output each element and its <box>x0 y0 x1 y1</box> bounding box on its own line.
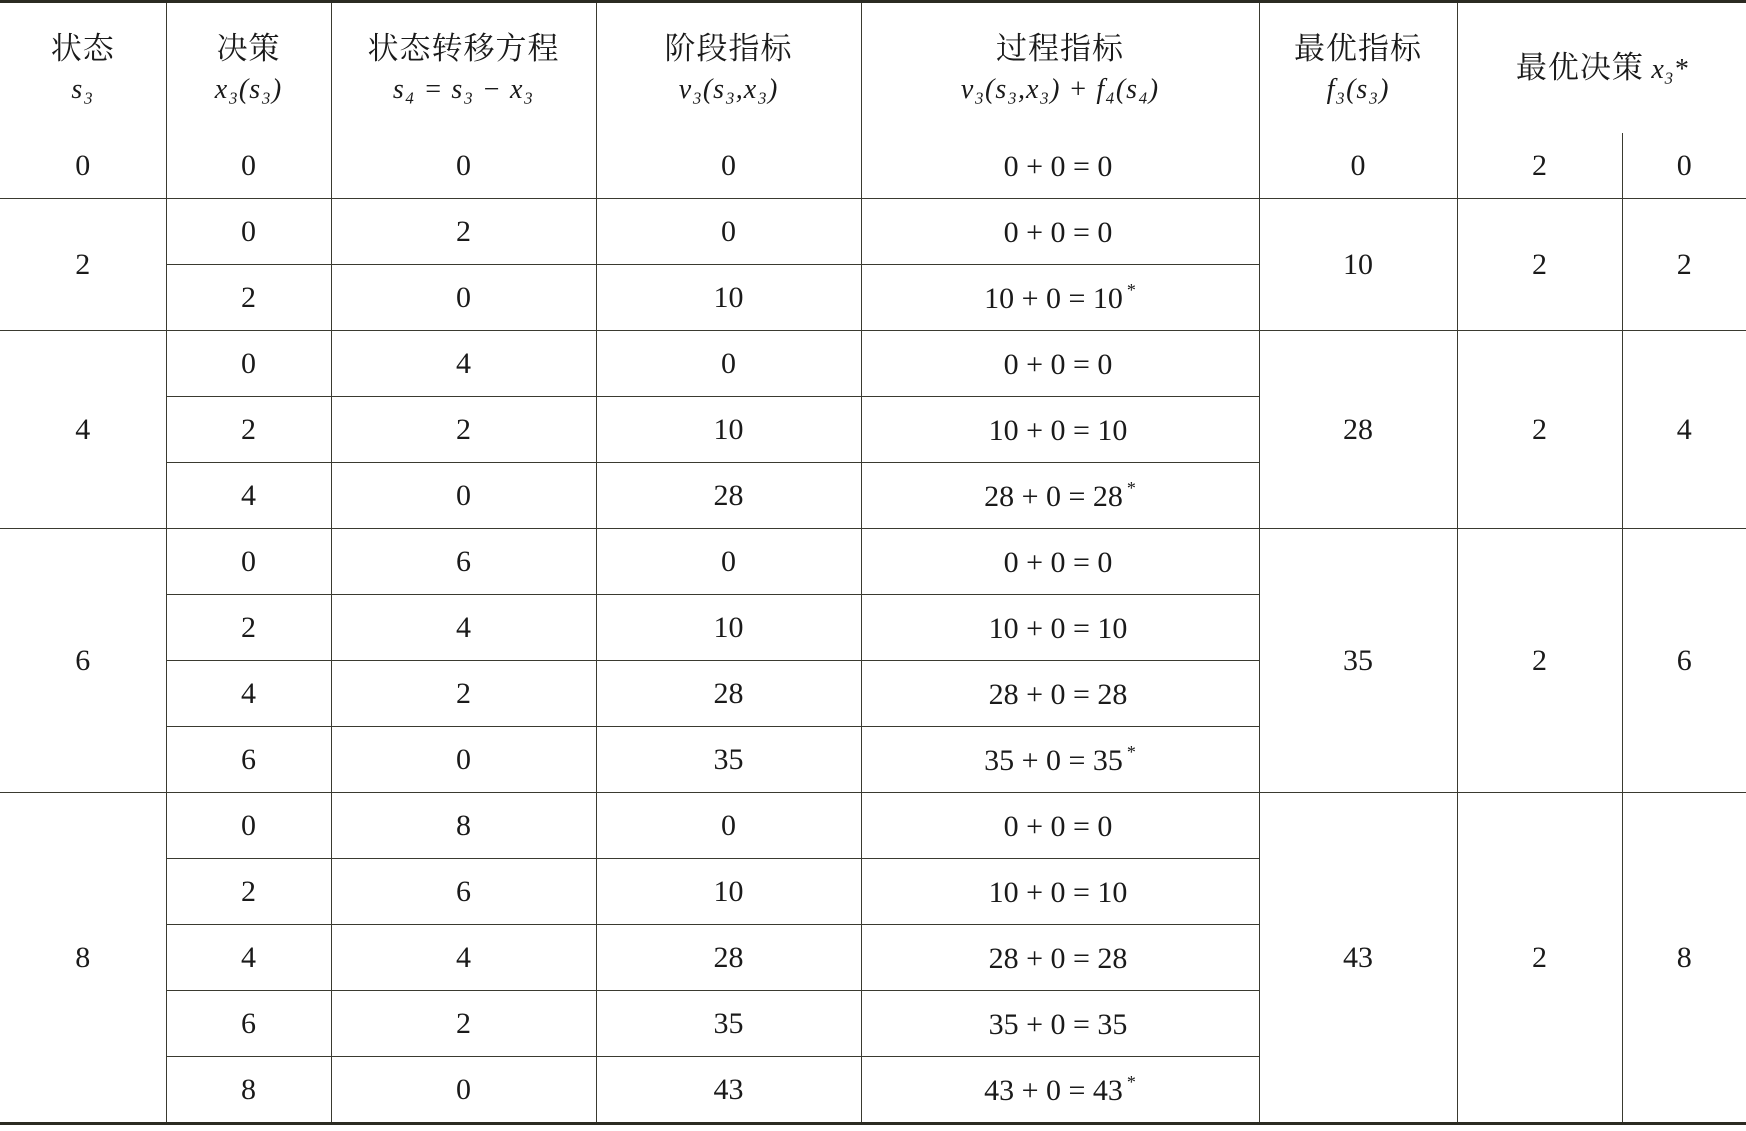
cell-transition-value: 0 <box>456 148 471 182</box>
cell-optimal-decision-b-value: 2 <box>1676 247 1692 281</box>
cell-process-index <box>861 661 1259 727</box>
cell-optimal-decision-b <box>1622 199 1746 331</box>
cell-optimal-decision-a-value: 2 <box>1532 643 1547 677</box>
cell-transition-value: 6 <box>456 874 471 908</box>
cell-process-index-value: 35 + 0 = 35 <box>988 1008 1128 1041</box>
cell-decision-value: 0 <box>241 346 256 380</box>
cell-decision <box>166 595 331 661</box>
cell-stage-index-value: 35 <box>713 742 744 776</box>
cell-optimal-index-value: 28 <box>1343 412 1373 446</box>
cell-transition-value: 2 <box>456 412 471 446</box>
cell-decision-value: 4 <box>241 478 256 512</box>
cell-stage-index <box>596 463 861 529</box>
cell-transition <box>331 199 596 265</box>
cell-decision-value: 2 <box>241 610 256 644</box>
cell-process-index <box>861 265 1259 331</box>
cell-transition-value: 4 <box>456 346 471 380</box>
cell-decision <box>166 727 331 793</box>
header-optimal-index-label: 最优指标 <box>1294 30 1422 66</box>
cell-process-index-value: 10 + 0 = 10 <box>988 876 1128 909</box>
cell-process-index-value: 0 + 0 = 0 <box>1003 546 1113 579</box>
cell-optimal-decision-a <box>1457 793 1622 1124</box>
cell-process-index <box>861 727 1259 793</box>
header-optimal-index-math: f₃(s₃) <box>1326 73 1390 105</box>
cell-optimal-decision-b-value: 0 <box>1676 148 1692 182</box>
cell-decision-value: 0 <box>241 808 256 842</box>
cell-decision-value: 2 <box>241 874 256 908</box>
cell-transition-value: 4 <box>456 940 471 974</box>
cell-optimal-index <box>1259 331 1457 529</box>
cell-transition <box>331 793 596 859</box>
cell-stage-index-value: 0 <box>721 808 736 842</box>
cell-optimal-index <box>1259 793 1457 1124</box>
cell-optimal-decision-b <box>1622 133 1746 199</box>
cell-process-index-value: 0 + 0 = 0 <box>1003 216 1113 249</box>
cell-transition-value: 4 <box>456 610 471 644</box>
cell-optimal-index-value: 10 <box>1343 247 1373 281</box>
cell-process-index <box>861 133 1259 199</box>
cell-transition-value: 8 <box>456 808 471 842</box>
cell-optimal-decision-b <box>1622 529 1746 793</box>
cell-transition <box>331 661 596 727</box>
cell-stage-index <box>596 661 861 727</box>
cell-decision-value: 0 <box>241 214 256 248</box>
cell-process-index-value: 0 + 0 = 0 <box>1003 810 1113 843</box>
cell-process-index-value: 43 + 0 = 43 <box>984 1074 1123 1107</box>
cell-transition <box>331 529 596 595</box>
cell-state <box>0 133 166 199</box>
cell-stage-index-value: 10 <box>713 610 744 644</box>
cell-stage-index <box>596 727 861 793</box>
cell-decision-value: 6 <box>241 742 256 776</box>
cell-optimal-index <box>1259 529 1457 793</box>
header-decision-math: x₃(s₃) <box>214 73 283 105</box>
cell-state <box>0 331 166 529</box>
header-state <box>0 2 166 134</box>
cell-stage-index-value: 43 <box>713 1072 744 1106</box>
cell-decision <box>166 793 331 859</box>
cell-decision <box>166 199 331 265</box>
header-decision-label: 决策 <box>216 30 281 66</box>
header-stage-index-label: 阶段指标 <box>664 30 793 66</box>
cell-decision <box>166 925 331 991</box>
cell-transition <box>331 1057 596 1124</box>
optimal-star-mark: * <box>1126 1072 1136 1092</box>
cell-process-index-value: 10 + 0 = 10 <box>988 414 1128 447</box>
header-process-index-math: v₃(s₃,x₃) + f₄(s₄) <box>960 73 1160 105</box>
cell-optimal-decision-a-value: 2 <box>1532 412 1547 446</box>
table-row <box>0 529 1746 595</box>
cell-stage-index <box>596 199 861 265</box>
cell-state-value: 4 <box>75 412 91 446</box>
cell-process-index <box>861 595 1259 661</box>
cell-stage-index-value: 28 <box>713 676 744 710</box>
cell-process-index <box>861 793 1259 859</box>
cell-decision <box>166 463 331 529</box>
cell-optimal-decision-b-value: 6 <box>1676 643 1692 677</box>
header-process-index <box>861 2 1259 134</box>
cell-decision <box>166 331 331 397</box>
cell-transition-value: 0 <box>456 1072 471 1106</box>
cell-state <box>0 199 166 331</box>
cell-optimal-index-value: 43 <box>1343 940 1373 974</box>
table-row <box>0 793 1746 859</box>
cell-transition <box>331 265 596 331</box>
cell-process-index-value: 35 + 0 = 35 <box>984 744 1123 777</box>
cell-process-index-value: 10 + 0 = 10 <box>988 612 1128 645</box>
header-decision <box>166 2 331 134</box>
cell-stage-index-value: 28 <box>713 478 744 512</box>
optimal-star-mark: * <box>1126 478 1136 498</box>
table-row <box>0 331 1746 397</box>
cell-transition <box>331 133 596 199</box>
cell-stage-index-value: 0 <box>721 148 736 182</box>
cell-decision <box>166 397 331 463</box>
cell-optimal-decision-b <box>1622 331 1746 529</box>
cell-stage-index <box>596 793 861 859</box>
cell-decision-value: 6 <box>241 1006 256 1040</box>
cell-decision <box>166 1057 331 1124</box>
cell-transition <box>331 727 596 793</box>
cell-stage-index <box>596 991 861 1057</box>
cell-process-index-value: 10 + 0 = 10 <box>984 282 1123 315</box>
header-optimal-index <box>1259 2 1457 134</box>
cell-decision-value: 2 <box>241 412 256 446</box>
cell-stage-index <box>596 133 861 199</box>
cell-stage-index-value: 0 <box>721 544 736 578</box>
header-stage-index <box>596 2 861 134</box>
cell-state-value: 6 <box>75 643 91 677</box>
cell-process-index <box>861 199 1259 265</box>
cell-process-index-value: 28 + 0 = 28 <box>988 942 1128 975</box>
cell-optimal-decision-a <box>1457 199 1622 331</box>
cell-process-index <box>861 463 1259 529</box>
header-transition-label: 状态转移方程 <box>367 30 560 66</box>
cell-optimal-index-value: 0 <box>1350 148 1366 182</box>
cell-stage-index <box>596 331 861 397</box>
header-row <box>0 2 1746 134</box>
table-row <box>0 133 1746 199</box>
header-optimal-decision-math: x₃* <box>1651 54 1688 85</box>
cell-stage-index <box>596 859 861 925</box>
table-row <box>0 199 1746 265</box>
cell-decision-value: 4 <box>241 940 256 974</box>
cell-optimal-decision-b <box>1622 793 1746 1124</box>
cell-process-index <box>861 397 1259 463</box>
cell-stage-index <box>596 595 861 661</box>
header-state-label: 状态 <box>50 30 115 66</box>
cell-optimal-decision-a-value: 2 <box>1532 940 1547 974</box>
cell-process-index-value: 0 + 0 = 0 <box>1003 150 1113 183</box>
cell-process-index <box>861 925 1259 991</box>
header-transition-math: s₄ = s₃ − x₃ <box>392 73 535 105</box>
cell-transition-value: 6 <box>456 544 471 578</box>
cell-transition-value: 2 <box>456 676 471 710</box>
header-optimal-decision <box>1457 2 1746 134</box>
cell-decision <box>166 661 331 727</box>
cell-state-value: 0 <box>75 148 91 182</box>
cell-decision <box>166 265 331 331</box>
cell-stage-index <box>596 925 861 991</box>
cell-transition-value: 2 <box>456 1006 471 1040</box>
cell-process-index-value: 28 + 0 = 28 <box>984 480 1123 513</box>
cell-stage-index-value: 0 <box>721 214 736 248</box>
cell-decision <box>166 991 331 1057</box>
cell-process-index <box>861 859 1259 925</box>
cell-decision-value: 0 <box>241 148 256 182</box>
cell-process-index <box>861 529 1259 595</box>
cell-process-index-value: 28 + 0 = 28 <box>988 678 1128 711</box>
optimal-star-mark: * <box>1126 280 1136 300</box>
cell-stage-index-value: 28 <box>713 940 744 974</box>
cell-stage-index-value: 0 <box>721 346 736 380</box>
cell-process-index <box>861 331 1259 397</box>
optimal-star-mark: * <box>1126 742 1136 762</box>
cell-optimal-decision-a-value: 2 <box>1532 247 1547 281</box>
cell-state-value: 2 <box>75 247 91 281</box>
cell-decision <box>166 529 331 595</box>
cell-stage-index <box>596 529 861 595</box>
cell-transition-value: 0 <box>456 280 471 314</box>
header-stage-index-math: v₃(s₃,x₃) <box>678 73 779 105</box>
cell-optimal-decision-b-value: 4 <box>1676 412 1692 446</box>
cell-optimal-decision-a <box>1457 133 1622 199</box>
cell-state <box>0 793 166 1124</box>
cell-optimal-decision-b-value: 8 <box>1676 940 1692 974</box>
cell-decision-value: 8 <box>241 1072 256 1106</box>
cell-process-index <box>861 991 1259 1057</box>
cell-stage-index-value: 10 <box>713 280 744 314</box>
cell-transition <box>331 463 596 529</box>
table-body <box>0 133 1746 1124</box>
cell-transition <box>331 859 596 925</box>
cell-transition-value: 2 <box>456 214 471 248</box>
cell-transition <box>331 925 596 991</box>
cell-stage-index <box>596 265 861 331</box>
cell-transition <box>331 991 596 1057</box>
cell-transition-value: 0 <box>456 742 471 776</box>
cell-optimal-index <box>1259 133 1457 199</box>
cell-stage-index <box>596 1057 861 1124</box>
cell-state-value: 8 <box>75 940 91 974</box>
cell-decision-value: 2 <box>241 280 256 314</box>
cell-decision-value: 0 <box>241 544 256 578</box>
header-process-index-label: 过程指标 <box>996 30 1124 66</box>
cell-transition-value: 0 <box>456 478 471 512</box>
cell-optimal-index-value: 35 <box>1343 643 1373 677</box>
header-state-math: s₃ <box>71 73 95 105</box>
cell-stage-index-value: 10 <box>713 412 744 446</box>
header-transition <box>331 2 596 134</box>
cell-stage-index <box>596 397 861 463</box>
cell-stage-index-value: 10 <box>713 874 744 908</box>
cell-transition <box>331 595 596 661</box>
cell-process-index <box>861 1057 1259 1124</box>
cell-decision-value: 4 <box>241 676 256 710</box>
cell-decision <box>166 133 331 199</box>
header-optimal-decision-label: 最优决策 <box>1515 50 1644 85</box>
cell-transition <box>331 331 596 397</box>
cell-state <box>0 529 166 793</box>
cell-optimal-decision-a <box>1457 529 1622 793</box>
cell-optimal-decision-a <box>1457 331 1622 529</box>
cell-optimal-decision-a-value: 2 <box>1532 148 1547 182</box>
cell-process-index-value: 0 + 0 = 0 <box>1003 348 1113 381</box>
cell-decision <box>166 859 331 925</box>
cell-optimal-index <box>1259 199 1457 331</box>
cell-stage-index-value: 35 <box>713 1006 744 1040</box>
cell-transition <box>331 397 596 463</box>
